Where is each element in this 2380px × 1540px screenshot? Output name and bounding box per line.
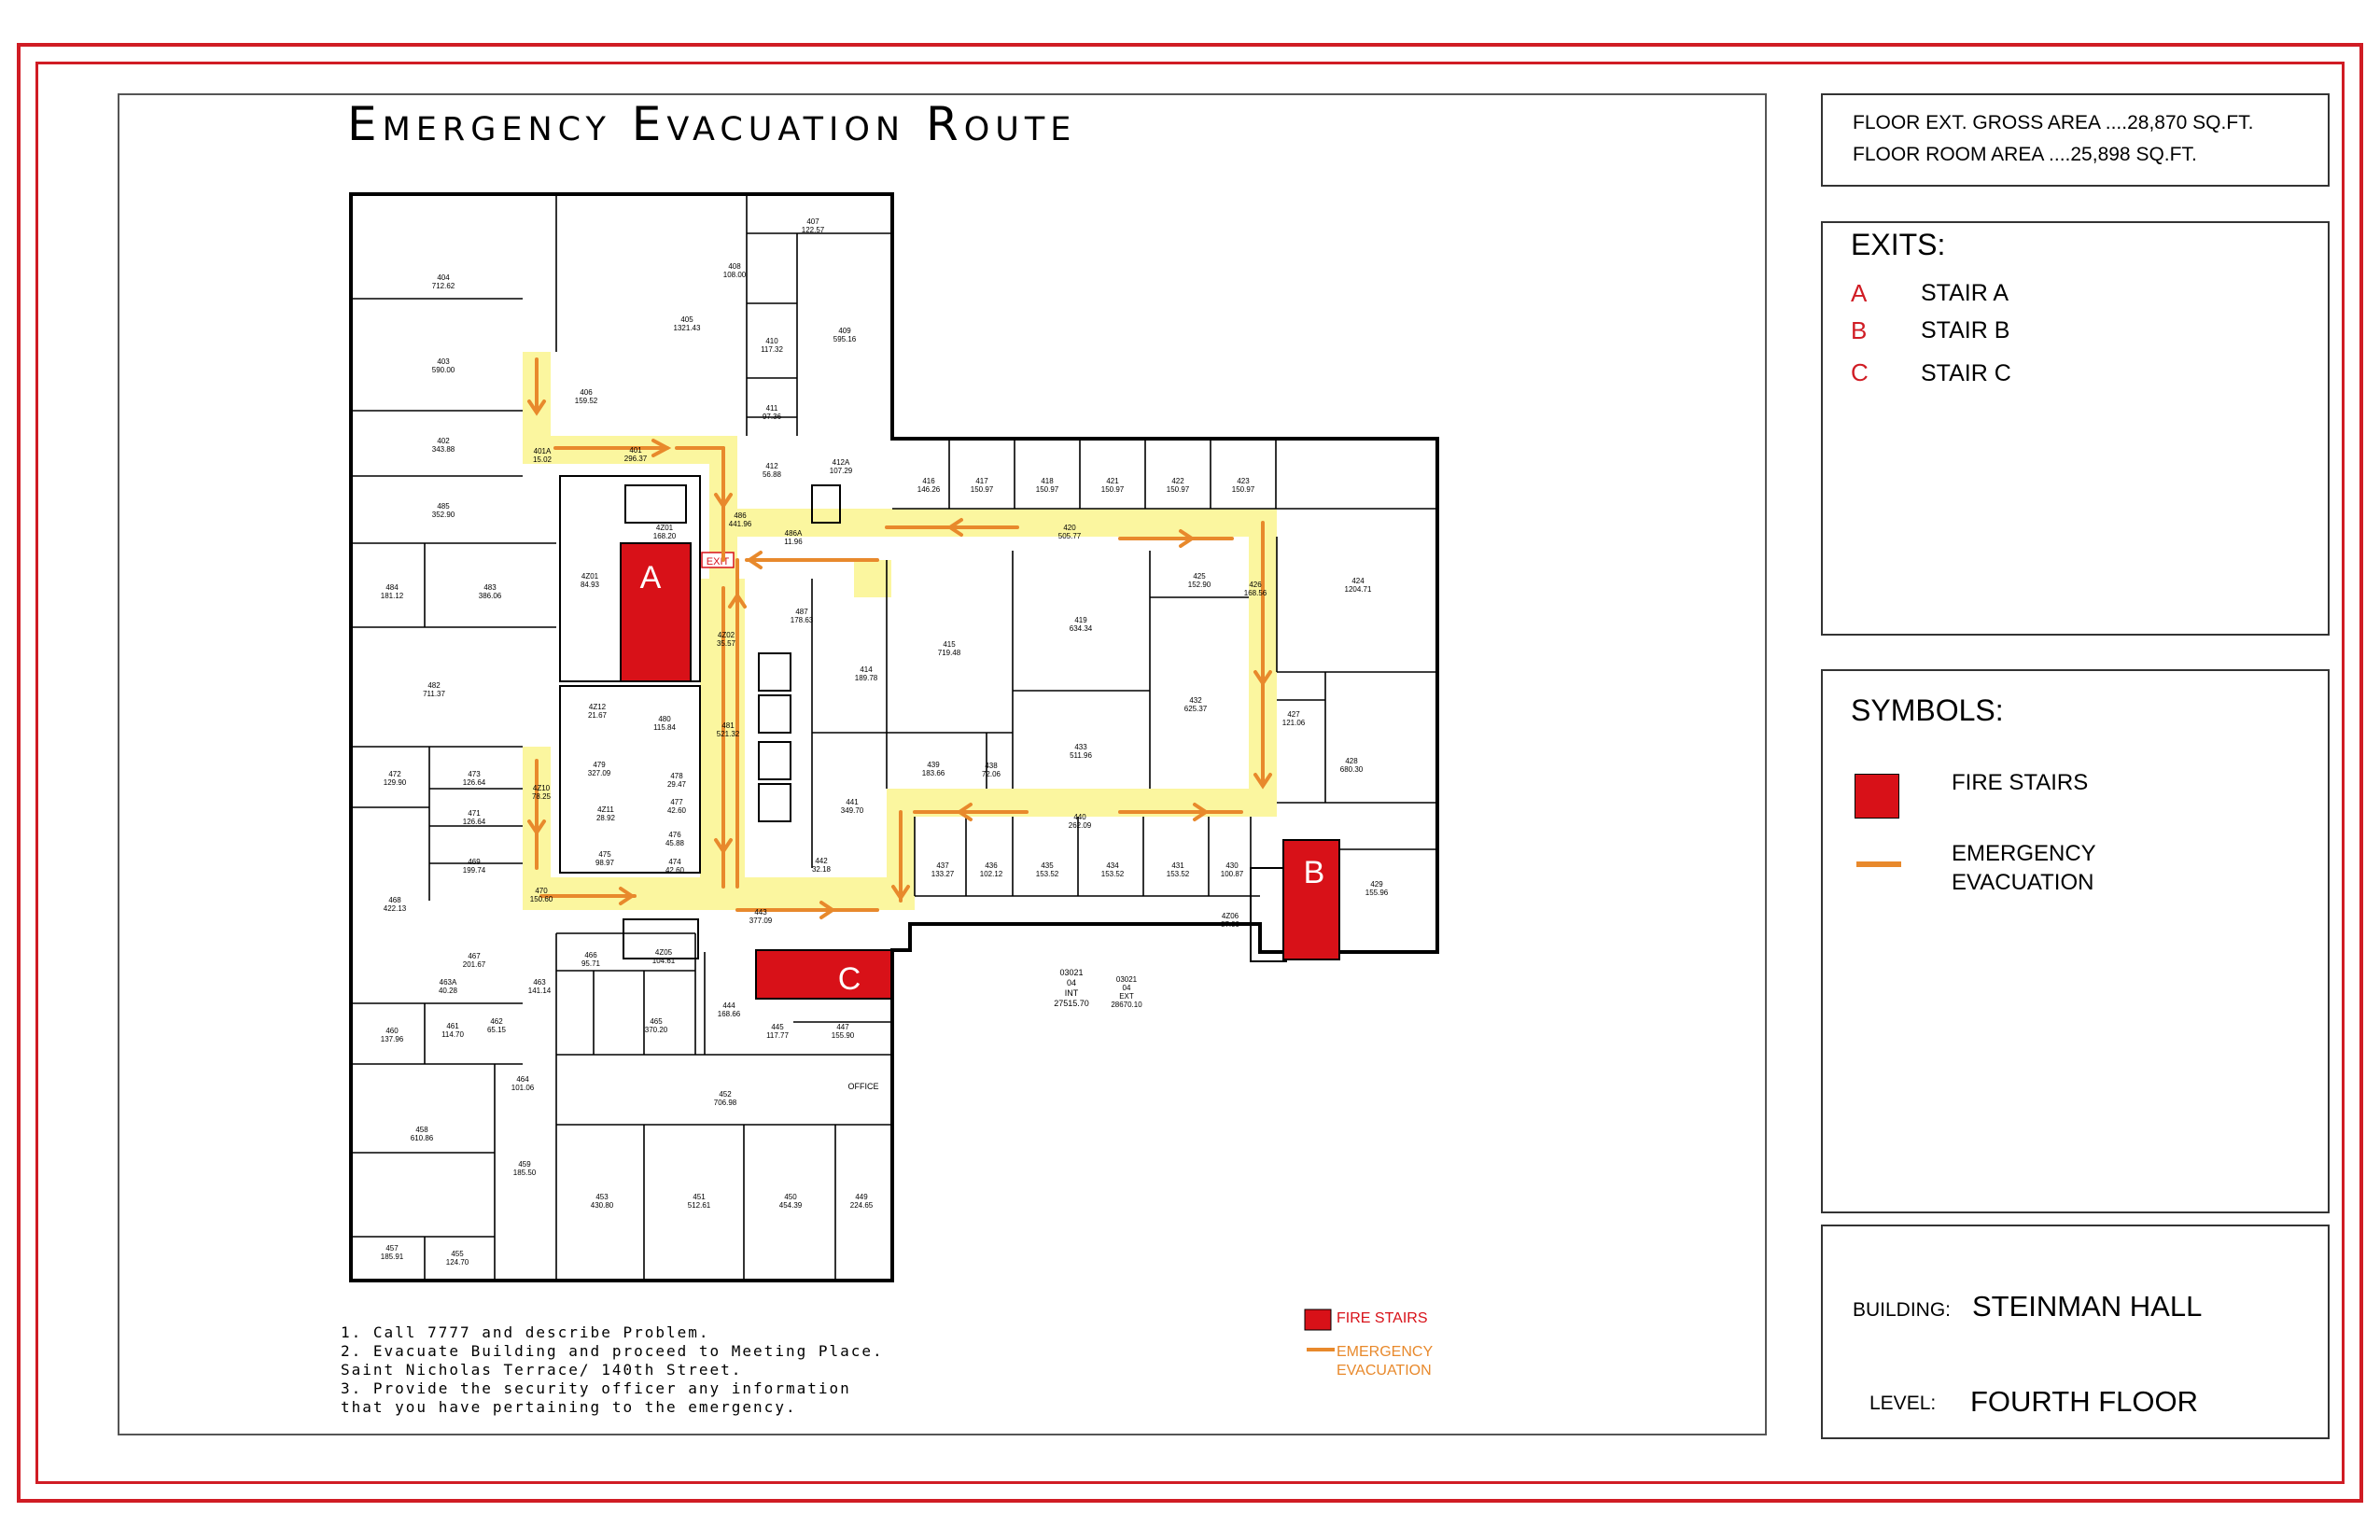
room-area: 178.63 [790,616,814,624]
exit-b-name: STAIR B [1921,317,2010,343]
room-number: 404 [437,273,450,282]
room-area: 141.14 [527,987,552,995]
room-number: 4Z01 [655,524,674,532]
room-area: 153.52 [1035,870,1059,878]
instruction-2: 2. Evacuate Building and proceed to Meeting Place. [341,1342,884,1360]
room-number: 412 [765,462,778,470]
room-number: 486A [784,529,803,538]
room-area: 129.90 [383,778,407,787]
room-number: 440 [1073,813,1086,821]
room-number: 414 [860,665,873,674]
building-name: STEINMAN HALL [1972,1290,2203,1323]
room-area: 625.37 [1183,705,1208,713]
room-area: 56.88 [762,470,782,479]
room-number: 485 [437,502,450,511]
room-area: 590.00 [431,366,455,374]
room-area: 454.39 [778,1201,803,1210]
room-area: 505.77 [1057,532,1082,540]
elevator-shaft-5 [759,784,791,821]
elevator-shaft-4 [759,742,791,779]
instruction-4: 3. Provide the security officer any information [341,1379,851,1397]
room-area: 610.86 [410,1134,434,1142]
room-number: 475 [598,850,611,859]
room-number: 432 [1189,696,1202,705]
room-area: 87.00 [1220,920,1240,929]
room-area: 137.96 [380,1035,404,1043]
building-info-box [1821,1225,2330,1439]
room-number: 430 [1225,861,1239,870]
room-number: 438 [985,762,998,770]
exit-c-name: STAIR C [1921,360,2011,386]
inline-legend-fire-stairs: FIRE STAIRS [1337,1310,1428,1326]
symbols-box [1821,669,2330,1213]
room-number: 437 [936,861,949,870]
room-number: 455 [451,1250,464,1258]
room-area: 199.74 [462,866,486,875]
room-area: 595.16 [833,335,857,343]
instruction-3: Saint Nicholas Terrace/ 140th Street. [341,1361,743,1379]
room-number: 482 [427,681,441,690]
room-number: 433 [1074,743,1087,751]
room-area: 72.06 [981,770,1001,778]
room-number: 453 [595,1193,609,1201]
room-area: 150.60 [529,895,553,903]
room-area: 150.97 [1166,485,1190,494]
room-number: 410 [765,337,778,345]
room-area: 150.97 [1231,485,1255,494]
summary-int-type: INT [1064,988,1079,998]
room-area: 441.96 [728,520,752,528]
room-area: 65.15 [486,1026,507,1034]
room-area: 168.66 [717,1010,741,1018]
room-area: 159.52 [574,397,598,405]
room-number: 4Z06 [1221,912,1239,920]
room-number: 403 [437,357,450,366]
room-area: 101.06 [511,1084,535,1092]
room-area: 512.61 [687,1201,711,1210]
room-number: 427 [1287,710,1300,719]
elevator-shaft-2 [759,653,791,691]
room-area: 296.37 [623,455,648,463]
room-number: 4Z12 [588,703,607,711]
summary-int-floor: 04 [1066,978,1077,987]
inline-legend-evac-1: EMERGENCY [1337,1344,1434,1360]
room-number: 469 [468,858,481,866]
room-number: 406 [580,388,593,397]
room-number: 419 [1074,616,1087,624]
summary-int-area: 27515.70 [1054,999,1089,1008]
room-area: 349.70 [840,806,864,815]
level-name: FOURTH FLOOR [1970,1385,2198,1418]
room-area: 201.67 [462,960,486,969]
summary-ext-floor: 04 [1122,984,1131,992]
evacuation-swatch [1856,861,1901,867]
room-number: 478 [670,772,683,780]
room-area: 155.96 [1365,889,1389,897]
instruction-5: that you have pertaining to the emergency. [341,1398,797,1416]
room-number: 421 [1106,477,1119,485]
room-area: 102.12 [979,870,1003,878]
room-number: 401A [533,447,552,455]
stair-b-letter: B [1303,855,1325,890]
room-area: 1204.71 [1344,585,1372,594]
room-number: 479 [593,761,606,769]
room-number: 423 [1237,477,1250,485]
room-number: 476 [668,831,681,839]
room-area: 370.20 [644,1026,668,1034]
room-number: 409 [838,327,851,335]
room-number: 464 [516,1075,529,1084]
room-number: 458 [415,1126,428,1134]
room-number: 467 [468,952,481,960]
room-area: 42.60 [666,806,687,815]
room-area: 78.25 [531,792,552,801]
room-number: 4Z11 [597,805,614,814]
room-area: 183.66 [921,769,945,777]
room-area: 108.00 [722,271,747,279]
room-number: 4Z10 [532,784,551,792]
room-number: 470 [535,887,548,895]
room-area: FLOOR ROOM AREA ....25,898 SQ.FT. [1853,144,2197,165]
room-area: 45.88 [665,839,685,847]
room-number: 472 [388,770,401,778]
exit-a-letter: A [1851,279,1868,307]
room-number: 401 [629,446,642,455]
exit-a-name: STAIR A [1921,280,2009,306]
room-area: 224.65 [849,1201,874,1210]
room-number: 457 [385,1244,399,1253]
fire-stairs-swatch [1855,774,1899,819]
room-number: 4Z02 [717,631,735,639]
room-number: 428 [1345,757,1358,765]
summary-int-code: 03021 [1059,968,1084,977]
room-area: 680.30 [1339,765,1364,774]
room-area: 126.64 [462,778,486,787]
room-number: 425 [1193,572,1206,581]
room-area: 150.97 [970,485,994,494]
room-area: 168.20 [652,532,677,540]
room-area: 11.96 [784,538,803,546]
room-area: 377.09 [749,917,773,925]
room-area: 115.84 [653,723,676,732]
room-area: 262.09 [1068,821,1092,830]
room-number: 444 [722,1001,735,1010]
room-area: 153.52 [1100,870,1125,878]
exit-sign: EXIT [706,556,730,567]
room-number: 461 [446,1022,459,1030]
room-number: 411 [765,404,778,413]
room-area: 181.12 [380,592,404,600]
room-number: 447 [836,1023,849,1031]
room-area: 97.36 [762,413,782,421]
room-area: 29.47 [666,780,687,789]
room-area: 98.97 [595,859,615,867]
stair-a-letter: A [639,560,662,595]
room-number: 424 [1351,577,1365,585]
room-number: 463 [533,978,546,987]
room-area: 117.77 [766,1031,789,1040]
room-area: 352.90 [431,511,455,519]
room-area: 185.91 [380,1253,404,1261]
room-number: 466 [584,951,597,959]
room-number: 468 [388,896,401,904]
room-area: 712.62 [431,282,455,290]
room-area: 28.92 [595,814,616,822]
room-area: 150.97 [1035,485,1059,494]
room-area: 189.78 [854,674,878,682]
stair-b-enclosure [1251,868,1286,961]
room-area: 133.27 [931,870,955,878]
room-area: 32.18 [811,865,832,874]
room-number: 431 [1171,861,1184,870]
room-number: 460 [385,1027,399,1035]
room-area: 521.32 [716,730,740,738]
room-number: 416 [922,477,935,485]
room-number: 483 [483,583,497,592]
room-area: 430.80 [590,1201,614,1210]
room-area: 104.61 [651,957,676,965]
gross-area: FLOOR EXT. GROSS AREA ....28,870 SQ.FT. [1853,112,2254,133]
room-area: 634.34 [1069,624,1093,633]
room-number: 473 [468,770,481,778]
stair-c [756,950,891,999]
inline-legend-swatches [1305,1309,1335,1350]
room-number: 450 [784,1193,797,1201]
room-number: 451 [693,1193,706,1201]
room-area: 100.87 [1220,870,1244,878]
room-number: 452 [719,1090,732,1099]
room-number: 439 [927,761,940,769]
room-number: 415 [943,640,956,649]
room-number: 442 [815,857,828,865]
room-number: 436 [985,861,998,870]
room-area: 15.02 [532,455,553,464]
room-area: 95.71 [581,959,601,968]
area-box [1821,93,2330,187]
room-number: 417 [975,477,988,485]
room-number: 445 [771,1023,784,1031]
evacuation-label-1: EMERGENCY [1952,841,2096,866]
instructions [341,1323,884,1417]
room-number: 407 [806,217,819,226]
summary-ext-type: EXT [1119,992,1134,1001]
room-number: 422 [1171,477,1184,485]
room-area: 719.48 [937,649,961,657]
room-area: 107.29 [829,467,853,475]
room-area: 152.90 [1187,581,1211,589]
room-area: 185.50 [512,1169,537,1177]
room-area: 121.06 [1281,719,1306,727]
room-area: 117.32 [761,345,783,354]
inline-legend-evac-2: EVACUATION [1337,1363,1432,1379]
elevator-shaft-1 [625,485,686,523]
office-label: OFFICE [847,1082,879,1091]
room-area: 114.70 [441,1030,464,1039]
summary-ext-code: 03021 [1115,975,1138,984]
room-number: 462 [490,1017,503,1026]
room-number: 487 [795,608,808,616]
room-area: 40.28 [438,987,458,995]
room-number: 4Z01 [581,572,599,581]
room-area: 42.60 [665,866,685,875]
room-area: 706.98 [713,1099,737,1107]
inline-fire-stairs-swatch [1305,1309,1331,1330]
room-number: 477 [670,798,683,806]
exit-b-letter: B [1851,316,1868,344]
fire-stairs-label: FIRE STAIRS [1952,770,2089,795]
room-number: 429 [1370,880,1383,889]
room-area: 422.13 [383,904,407,913]
room-area: 84.93 [580,581,600,589]
room-number: 412A [832,458,850,467]
building-label: BUILDING: [1853,1299,1952,1321]
exits-box [1821,221,2330,636]
room-area: 1321.43 [673,324,701,332]
elevator-shaft-3 [759,695,791,733]
room-number: 420 [1063,524,1076,532]
room-area: 21.67 [587,711,608,720]
room-number: 435 [1041,861,1054,870]
room-number: 441 [846,798,859,806]
room-number: 405 [680,315,693,324]
room-number: 443 [754,908,767,917]
room-number: 459 [518,1160,531,1169]
room-number: 402 [437,437,450,445]
room-number: 481 [721,721,735,730]
room-area: 168.56 [1243,589,1267,597]
room-number: 484 [385,583,399,592]
room-area: 122.57 [801,226,825,234]
room-number: 463A [439,978,457,987]
room-number: 418 [1041,477,1054,485]
room-number: 471 [468,809,481,818]
room-number: 449 [855,1193,868,1201]
room-area: 153.52 [1166,870,1190,878]
room-area: 124.70 [445,1258,469,1267]
evacuation-label-2: EVACUATION [1952,870,2094,895]
room-area: 343.88 [431,445,455,454]
room-number: 486 [734,511,747,520]
room-area: 155.90 [831,1031,855,1040]
page-title: Emergency Evacuation Route [347,97,1077,151]
summary-ext-area: 28670.10 [1111,1001,1142,1009]
room-number: 474 [668,858,681,866]
room-number: 434 [1106,861,1119,870]
stair-c-letter: C [837,961,861,997]
room-area: 126.64 [462,818,486,826]
room-number: 465 [650,1017,663,1026]
room-area: 327.09 [587,769,611,777]
level-label: LEVEL: [1869,1393,1937,1414]
room-area: 711.37 [423,690,445,698]
room-number: 426 [1249,581,1262,589]
room-area: 150.97 [1100,485,1125,494]
room-area: 386.06 [478,592,502,600]
room-area: 35.57 [716,639,736,648]
exit-c-letter: C [1851,358,1869,386]
symbols-heading: SYMBOLS: [1851,693,2004,727]
exits-heading: EXITS: [1851,228,1946,261]
room-number: 408 [728,262,741,271]
instruction-1: 1. Call 7777 and describe Problem. [341,1323,710,1341]
room-area: 511.96 [1070,751,1092,760]
room-number: 480 [658,715,671,723]
room-number: 4Z05 [654,948,673,957]
room-area: 146.26 [917,485,941,494]
